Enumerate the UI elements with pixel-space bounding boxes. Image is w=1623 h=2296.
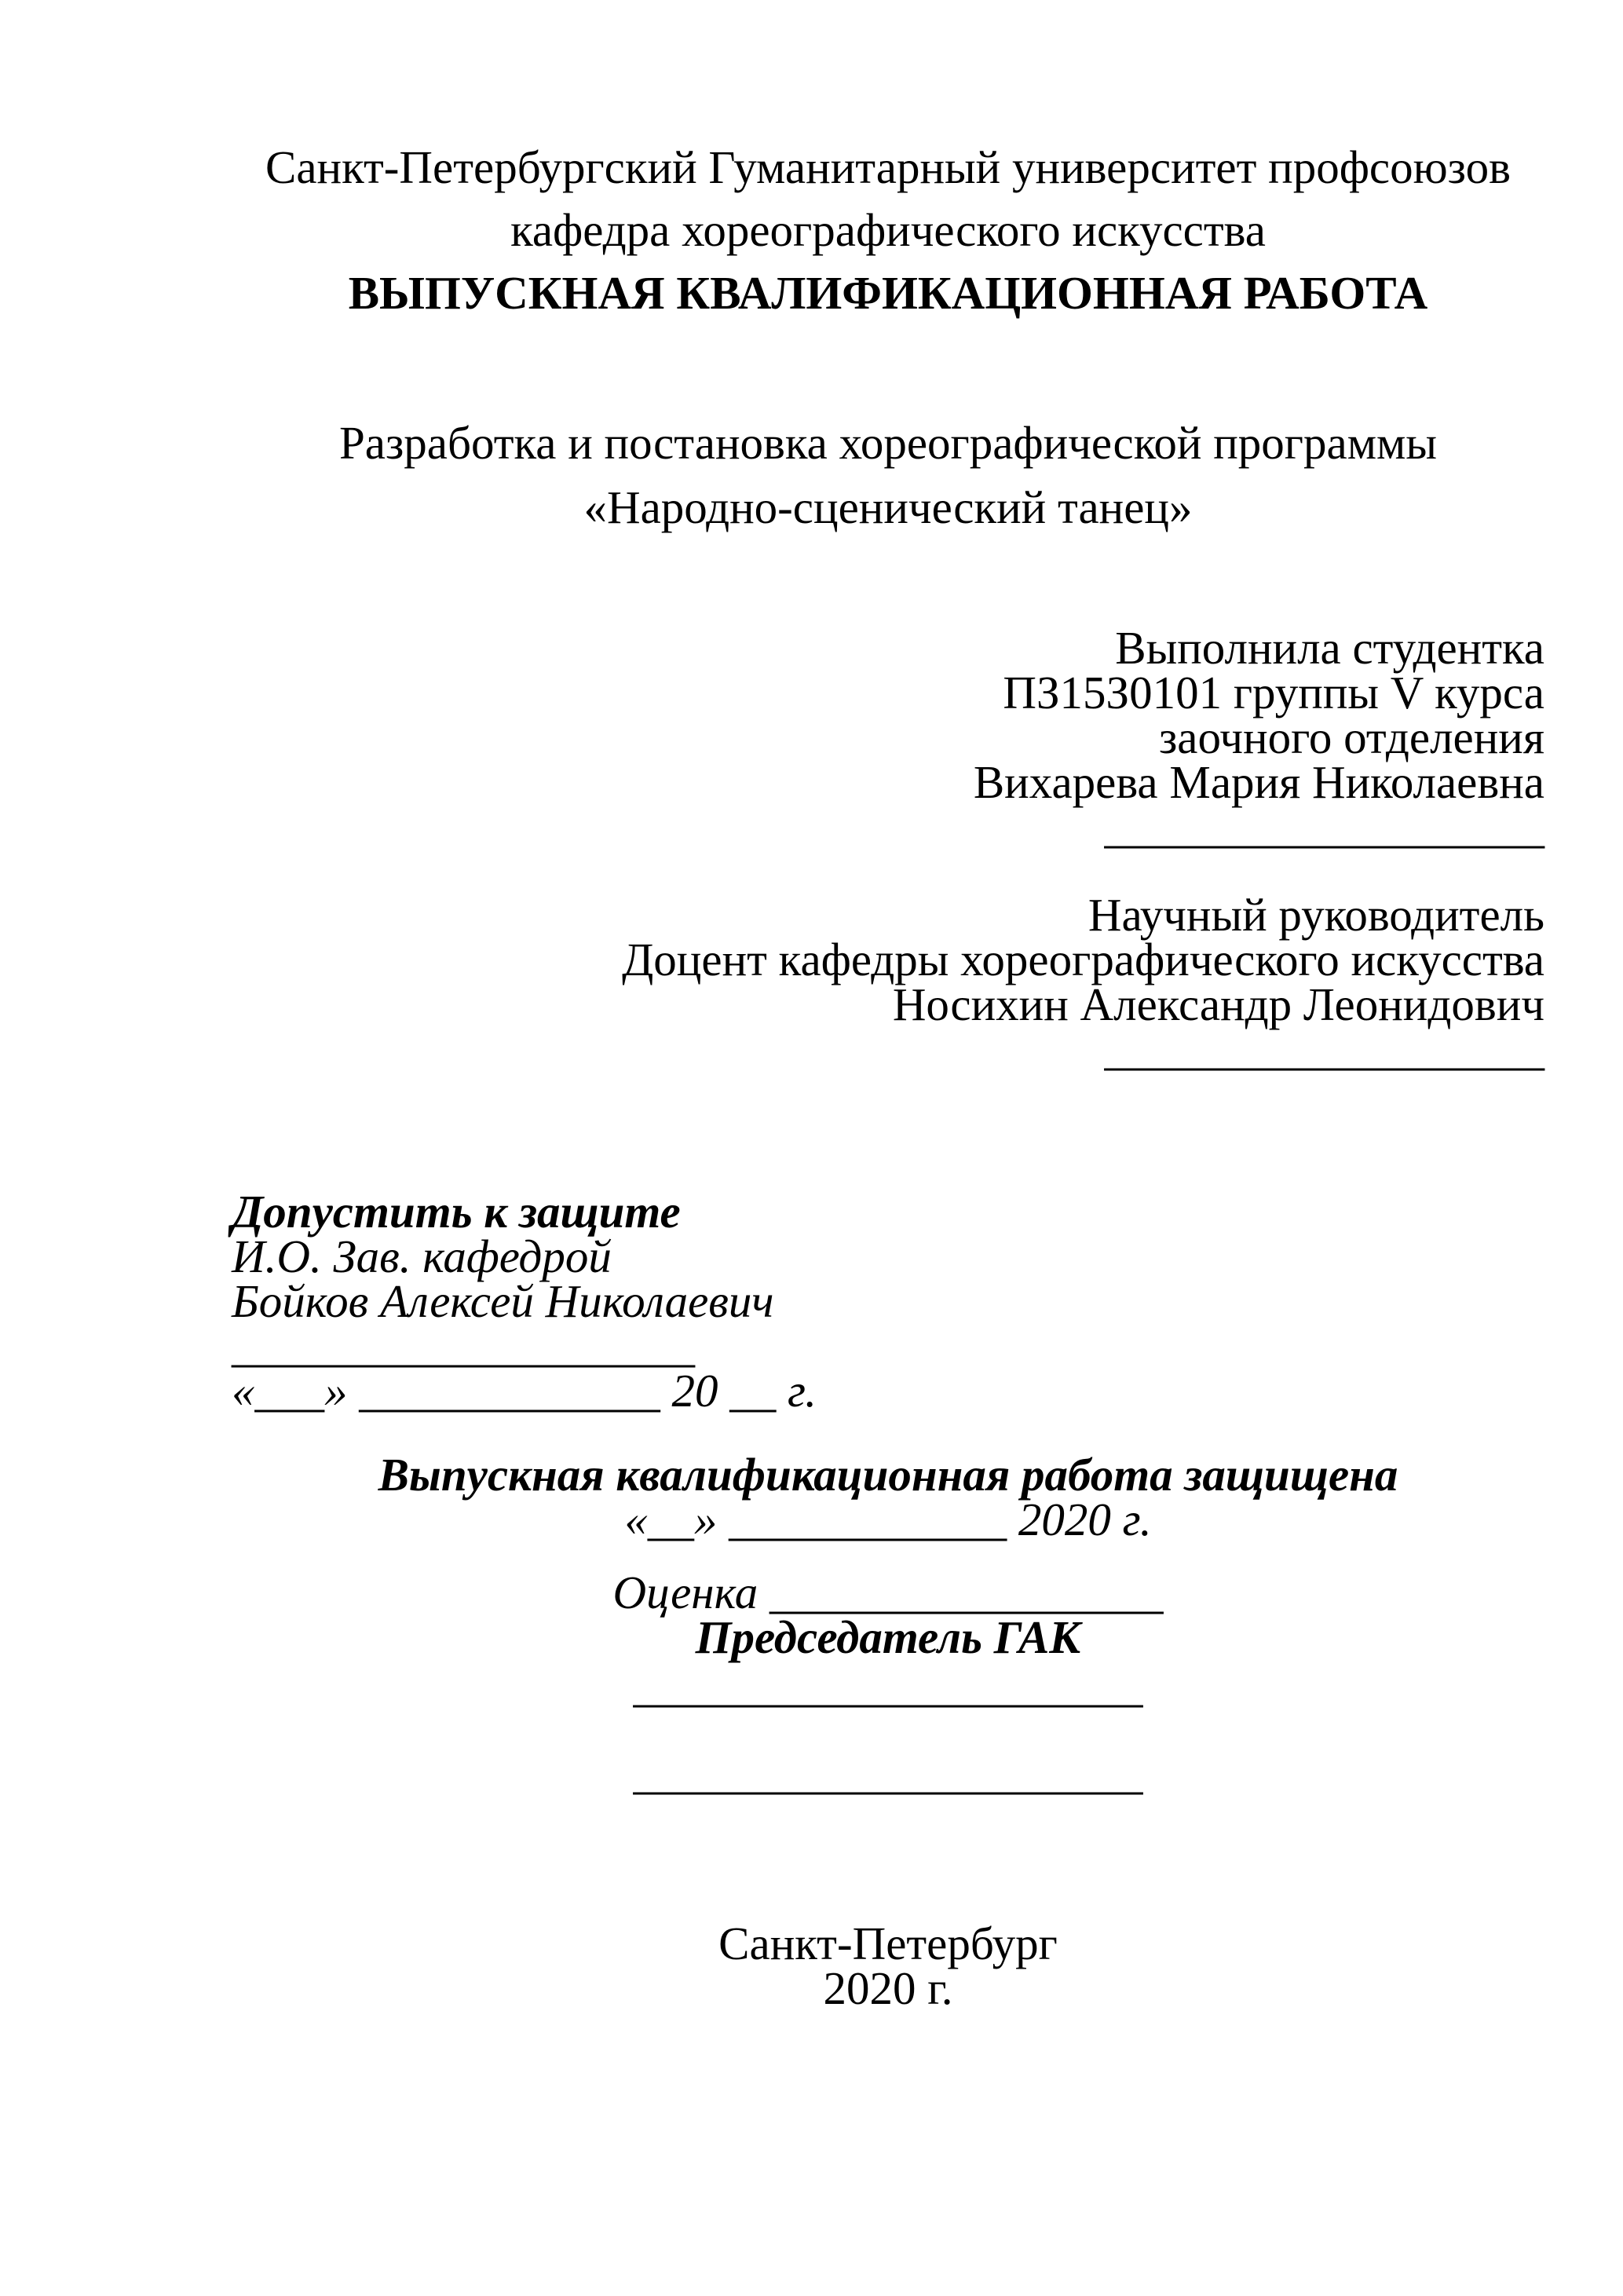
chairman-signature-line-1: ______________________ (633, 1660, 1143, 1712)
supervisor-signature-line: ___________________ (1104, 1023, 1544, 1075)
defense-title: Выпускная квалификационная работа защищена (378, 1449, 1398, 1501)
admission-block (232, 1186, 1544, 1417)
defense-block (232, 1449, 1544, 1545)
department-name: кафедра хореографического искусства (510, 204, 1266, 256)
admission-date-line: «___» _____________ 20 __ г. (232, 1365, 817, 1417)
grade-block (232, 1567, 1544, 1663)
supervisor-position: Доцент кафедры хореографического искусства (622, 934, 1544, 985)
admission-signature-line: ____________________ (232, 1320, 695, 1372)
admission-name: Бойков Алексей Николаевич (232, 1275, 774, 1327)
supervisor-block (232, 889, 1544, 1075)
defense-date-line: «__» ____________ 2020 г. (624, 1493, 1152, 1545)
header-block (232, 0, 1544, 324)
supervisor-name: Носихин Александр Леонидович (892, 978, 1544, 1030)
footer-year: 2020 г. (823, 1962, 953, 2014)
admission-title: Допустить к защите (232, 1186, 681, 1238)
chairman-title: Председатель ГАК (695, 1611, 1081, 1663)
thesis-title-line2: «Народно-сценический танец» (583, 481, 1193, 533)
student-signature-line: ___________________ (1104, 801, 1544, 853)
chairman-signature-line-2: ______________________ (633, 1747, 1143, 1799)
footer-block (232, 1918, 1544, 2014)
university-name: Санкт-Петербургский Гуманитарный университет профсоюзов (265, 141, 1511, 193)
work-type-heading: ВЫПУСКНАЯ КВАЛИФИКАЦИОННАЯ РАБОТА (348, 267, 1428, 319)
supervisor-role: Научный руководитель (1087, 889, 1544, 941)
student-role: Выполнила студентка (1115, 622, 1544, 674)
chairman-signature-block-1 (232, 1660, 1544, 1712)
admission-position: И.О. Зав. кафедрой (232, 1230, 612, 1282)
footer-city: Санкт-Петербург (718, 1918, 1058, 1969)
thesis-title-block (232, 411, 1544, 539)
student-name: Вихарева Мария Николаевна (973, 756, 1544, 808)
student-group: ПЗ15З0101 группы V курса (1003, 667, 1544, 718)
grade-line: Оценка _________________ (612, 1567, 1164, 1618)
student-block (232, 622, 1544, 853)
thesis-title-line1: Разработка и постановка хореографической программы (338, 417, 1438, 469)
student-department-form: заочного отделения (1158, 711, 1544, 763)
chairman-signature-block-2 (232, 1747, 1544, 1799)
